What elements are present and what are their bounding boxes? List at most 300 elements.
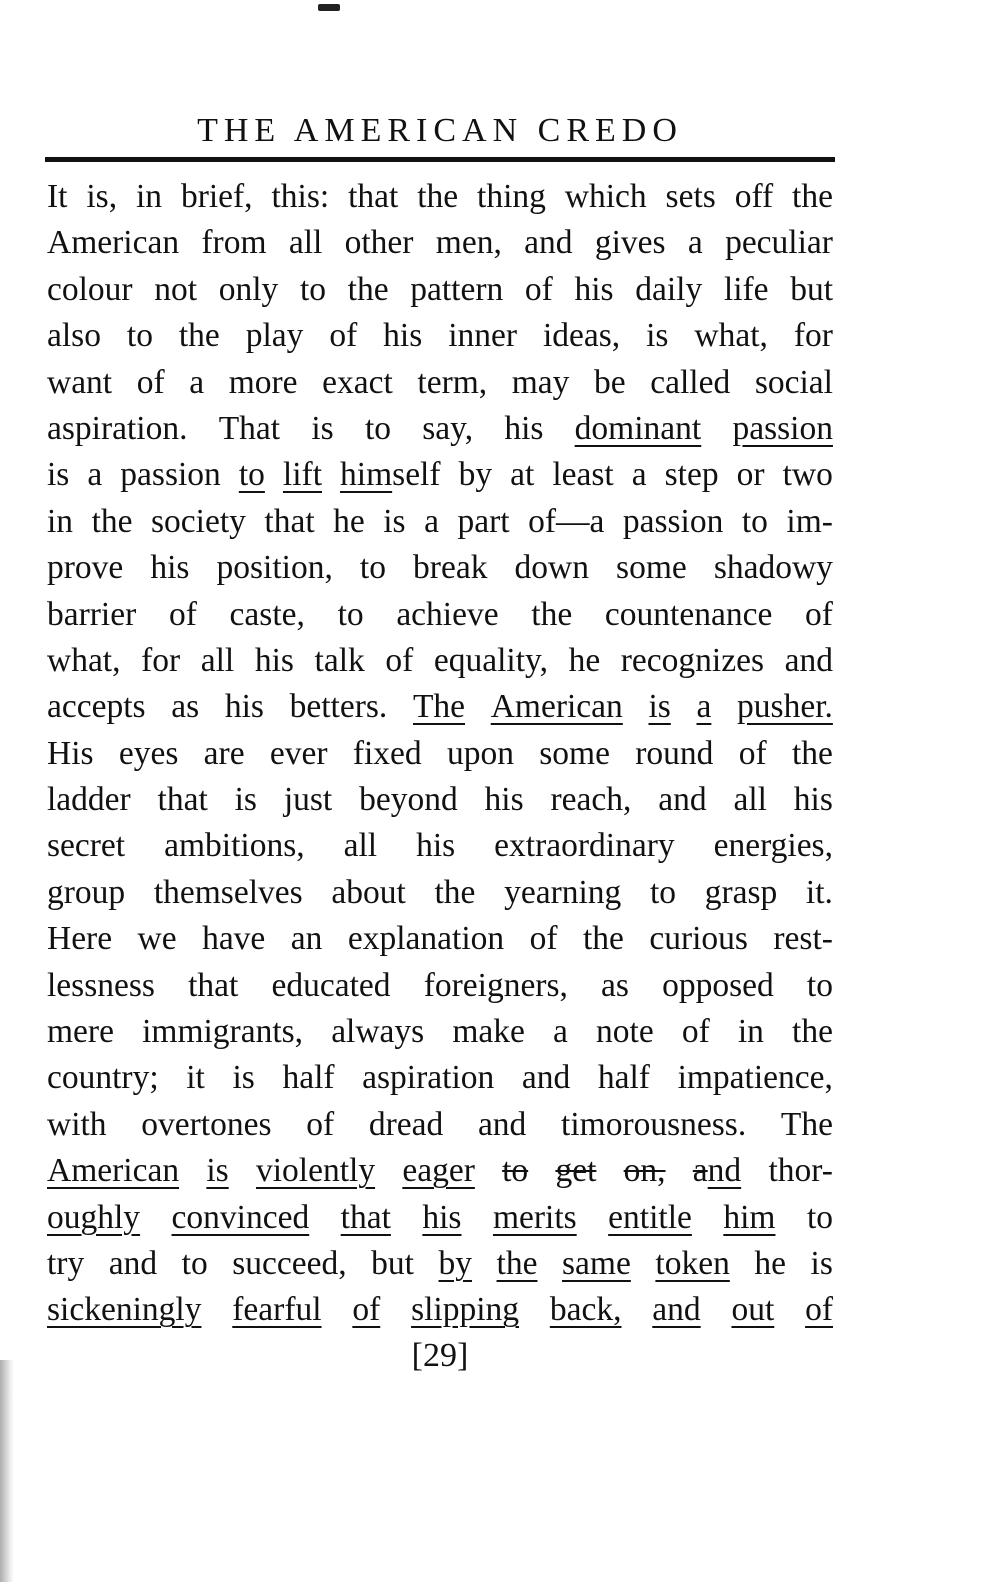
text: it (186, 1059, 205, 1097)
text: secret (47, 827, 126, 865)
word (805, 592, 833, 638)
text: reach, (550, 781, 632, 819)
word (491, 684, 623, 730)
text: to (337, 595, 364, 633)
text: of—a (528, 502, 605, 540)
text: or (736, 456, 765, 494)
word (255, 638, 294, 684)
word (411, 1287, 519, 1333)
word (345, 220, 414, 266)
word (447, 731, 514, 777)
word (206, 1148, 228, 1194)
word (338, 592, 364, 638)
word (530, 916, 558, 962)
text: all (288, 224, 323, 262)
word (47, 406, 187, 452)
text: timorousness. (561, 1105, 747, 1143)
text: inner (448, 317, 518, 355)
word (528, 499, 604, 545)
text: is, (86, 178, 118, 215)
text: dread (368, 1105, 444, 1143)
word (47, 174, 67, 220)
word (86, 174, 117, 220)
page-edge-shadow (0, 1360, 14, 1582)
word (493, 1195, 577, 1241)
text: extraordinary (494, 827, 675, 865)
word (331, 1009, 424, 1055)
word (623, 499, 724, 545)
word (47, 452, 69, 498)
word (169, 592, 197, 638)
word (92, 499, 133, 545)
page-number: [29] (411, 1337, 469, 1374)
text: countenance (604, 595, 773, 633)
text: passion (622, 502, 724, 540)
text: explanation (347, 920, 505, 958)
underlined-text: violently (255, 1152, 376, 1190)
word (737, 452, 765, 498)
word (595, 220, 666, 266)
text-line (47, 174, 833, 220)
word (154, 870, 303, 916)
text: of (168, 595, 197, 633)
underlined-text: convinced (171, 1198, 310, 1236)
word (47, 638, 121, 684)
word (109, 1241, 157, 1287)
text: That (218, 409, 281, 447)
text: eyes (118, 734, 179, 772)
text-line (47, 823, 833, 869)
text: this: (271, 178, 330, 215)
underlined-text: oughly (47, 1198, 141, 1236)
text: ever (269, 734, 328, 772)
text: are (203, 734, 245, 772)
text: lessness (47, 966, 155, 1004)
word (352, 1287, 380, 1333)
text: his (793, 781, 833, 819)
word (300, 267, 326, 313)
text: educated (271, 966, 391, 1004)
word (735, 174, 773, 220)
text: two (782, 456, 833, 494)
text: what, (694, 317, 768, 355)
word (731, 1287, 774, 1333)
underlined-text: pusher. (737, 688, 833, 726)
word (235, 777, 257, 823)
text: his (416, 827, 456, 865)
word (171, 684, 199, 730)
text-line (47, 1148, 833, 1194)
word (239, 452, 265, 498)
text: for (141, 641, 181, 679)
text: his (484, 781, 524, 819)
struck-text: a (692, 1152, 708, 1190)
word (47, 823, 125, 869)
word (353, 731, 422, 777)
text: to (741, 502, 768, 540)
text-line (47, 267, 833, 313)
word (311, 406, 333, 452)
word (202, 916, 265, 962)
text: ladder (47, 781, 131, 819)
word (47, 731, 94, 777)
text: exact (322, 363, 393, 401)
word (47, 684, 146, 730)
word (385, 638, 413, 684)
text: round (635, 734, 714, 772)
text: step (664, 456, 719, 494)
text: betters. (289, 688, 388, 726)
word (682, 1009, 710, 1055)
text: and (521, 1059, 571, 1097)
word (792, 174, 833, 220)
text: a (631, 456, 647, 494)
text: from (201, 224, 267, 262)
text: his (224, 688, 264, 726)
text: it. (805, 873, 833, 911)
text: yearning (504, 873, 622, 911)
word (512, 360, 570, 406)
text: shadowy (713, 549, 833, 587)
word (362, 1055, 494, 1101)
text: the (178, 317, 220, 355)
word (650, 360, 730, 406)
word (624, 1148, 666, 1194)
word (348, 267, 389, 313)
word (120, 452, 221, 498)
text-line (47, 1287, 833, 1333)
text: to (126, 317, 153, 355)
text: a (553, 1013, 568, 1051)
text-line (47, 684, 833, 730)
text: not (154, 270, 198, 308)
struck-text: on, (623, 1152, 666, 1190)
word (459, 452, 493, 498)
text: aspiration. (47, 409, 188, 447)
text-line (47, 592, 833, 638)
word (807, 1195, 833, 1241)
word (422, 1195, 461, 1241)
text: accepts (47, 688, 146, 726)
text: mere (47, 1013, 114, 1051)
word (47, 220, 179, 266)
underlined-text: by (438, 1244, 473, 1282)
text: term, (417, 363, 488, 401)
word (678, 1055, 833, 1101)
word (256, 1148, 375, 1194)
word (724, 267, 769, 313)
text: half (282, 1059, 335, 1097)
text: a (87, 456, 103, 494)
underlined-text: of (352, 1291, 381, 1329)
word (811, 1241, 833, 1287)
word (504, 406, 543, 452)
word (225, 684, 264, 730)
word (714, 545, 833, 591)
word (792, 731, 833, 777)
text: he (333, 502, 365, 540)
word (396, 592, 498, 638)
underlined-text: of (805, 1291, 833, 1329)
underlined-text: his (422, 1198, 462, 1236)
word (436, 220, 502, 266)
word (154, 267, 197, 313)
word (601, 963, 629, 1009)
word (732, 406, 833, 452)
word (341, 1195, 391, 1241)
word (188, 963, 238, 1009)
ink-speck (318, 4, 340, 11)
text: we (137, 920, 177, 958)
text: may (511, 363, 570, 401)
underlined-text: fearful (232, 1291, 322, 1329)
text: fixed (352, 734, 422, 772)
word (478, 1102, 526, 1148)
word (127, 313, 153, 359)
text: beyond (359, 781, 458, 819)
text: society (151, 502, 246, 540)
word (652, 1287, 700, 1333)
word (182, 1241, 208, 1287)
text: The (780, 1105, 833, 1143)
text: that (264, 502, 315, 540)
word (574, 267, 613, 313)
word (553, 1009, 568, 1055)
word (596, 1009, 654, 1055)
text: for (793, 317, 833, 355)
text: sets (665, 178, 716, 215)
text: to (299, 270, 326, 308)
text: least (552, 456, 614, 494)
underlined-text: him (340, 456, 393, 494)
text: the (531, 595, 573, 633)
word (688, 220, 703, 266)
word (693, 1148, 741, 1194)
word (723, 1195, 775, 1241)
word (714, 823, 833, 869)
text: aspiration (362, 1059, 495, 1097)
word (283, 452, 322, 498)
text: life (723, 270, 769, 308)
word (141, 1102, 271, 1148)
word (47, 499, 73, 545)
word (47, 545, 123, 591)
text: equality, (433, 641, 548, 679)
word (594, 360, 626, 406)
text: barrier (47, 595, 137, 633)
word (457, 499, 509, 545)
word (650, 870, 676, 916)
word (417, 174, 458, 220)
word (158, 777, 208, 823)
text-line (47, 406, 833, 452)
text: by (458, 456, 493, 494)
text: colour (47, 270, 133, 308)
text: only (218, 270, 279, 308)
text: he (754, 1244, 786, 1282)
text: down (514, 549, 589, 587)
text: in (135, 178, 163, 215)
text: opposed (662, 966, 774, 1004)
word (306, 1102, 334, 1148)
word (47, 777, 131, 823)
text-line (47, 1055, 833, 1101)
word (282, 1055, 334, 1101)
word (434, 870, 475, 916)
text: more (228, 363, 298, 401)
underlined-text: is (206, 1152, 229, 1190)
text: that (157, 781, 208, 819)
text-line (47, 1195, 833, 1241)
text-line (47, 545, 833, 591)
text: peculiar (725, 224, 833, 262)
text: talk (314, 641, 365, 679)
underlined-text: entitle (608, 1198, 692, 1236)
text: ideas, (542, 317, 621, 355)
word (621, 638, 764, 684)
text: his (383, 317, 423, 355)
word (694, 313, 768, 359)
word (360, 545, 386, 591)
word (284, 777, 332, 823)
word (648, 684, 670, 730)
text-line (47, 777, 833, 823)
text: a (424, 502, 439, 540)
word (569, 638, 601, 684)
text: men, (435, 224, 502, 262)
word (164, 823, 305, 869)
underlined-text: token (655, 1244, 730, 1282)
text: the (791, 734, 833, 772)
text: half (597, 1059, 650, 1097)
word (665, 452, 719, 498)
text: with (47, 1105, 107, 1143)
word (666, 174, 716, 220)
word (47, 963, 155, 1009)
text: daily (635, 270, 703, 308)
word (189, 360, 204, 406)
text: be (594, 363, 626, 401)
word (383, 313, 422, 359)
header-rule (45, 157, 835, 162)
word (290, 684, 388, 730)
word (806, 870, 833, 916)
underlined-text: slipping (411, 1291, 520, 1329)
word (315, 638, 365, 684)
text: to (364, 409, 391, 447)
text: his (254, 641, 294, 679)
word (348, 916, 504, 962)
underlined-text: eager (402, 1152, 475, 1190)
text: curious (649, 920, 748, 958)
text: of (136, 363, 165, 401)
word (47, 1287, 201, 1333)
word (272, 963, 391, 1009)
underlined-text: out (731, 1291, 775, 1329)
word (201, 220, 266, 266)
word (137, 360, 165, 406)
underlined-text: back, (549, 1291, 622, 1329)
text: and (784, 641, 833, 679)
text: a (687, 224, 703, 262)
text: American (47, 224, 180, 262)
text: that (188, 966, 239, 1004)
word (632, 452, 647, 498)
text: the (347, 270, 389, 308)
word (561, 1102, 746, 1148)
text: he (568, 641, 601, 679)
text: some (539, 734, 610, 772)
underlined-text: to (238, 456, 265, 494)
underlined-text: merits (492, 1198, 577, 1236)
text: gives (594, 224, 666, 262)
text: just (283, 781, 333, 819)
text-line (47, 916, 833, 962)
text: break (413, 549, 488, 587)
text: some (616, 549, 687, 587)
text: the (792, 1013, 833, 1051)
word (47, 1195, 140, 1241)
text: is (311, 409, 334, 447)
word (605, 592, 772, 638)
text: of (738, 734, 767, 772)
text-line (47, 313, 833, 359)
word (525, 267, 553, 313)
word (485, 777, 524, 823)
word (416, 823, 455, 869)
word (494, 823, 674, 869)
word (422, 406, 473, 452)
word (47, 1148, 179, 1194)
word (229, 360, 298, 406)
text: social (754, 363, 833, 401)
text-line (47, 731, 833, 777)
word (608, 1195, 692, 1241)
word (329, 313, 357, 359)
word (635, 731, 713, 777)
word (649, 916, 748, 962)
text: note (596, 1013, 654, 1051)
word (201, 638, 234, 684)
word (565, 174, 647, 220)
word (662, 963, 774, 1009)
text: as (171, 688, 200, 726)
word (230, 592, 305, 638)
underlined-text: a (696, 688, 712, 726)
text: but (790, 270, 833, 308)
underlined-text: sickeningly (47, 1291, 202, 1329)
underlined-text: The (412, 688, 466, 726)
text: It (47, 178, 68, 215)
word (413, 684, 465, 730)
word (150, 545, 189, 591)
word (181, 174, 253, 220)
word (232, 1055, 254, 1101)
text: upon (446, 734, 514, 772)
text-line (47, 963, 833, 1009)
text: Here (47, 920, 113, 958)
text: of (681, 1013, 710, 1051)
word (646, 313, 668, 359)
word (348, 174, 398, 220)
text: to (181, 1244, 208, 1282)
word (552, 452, 613, 498)
word (344, 823, 377, 869)
word (807, 963, 833, 1009)
word (365, 406, 391, 452)
word (142, 1009, 303, 1055)
underlined-text: the (496, 1244, 538, 1282)
